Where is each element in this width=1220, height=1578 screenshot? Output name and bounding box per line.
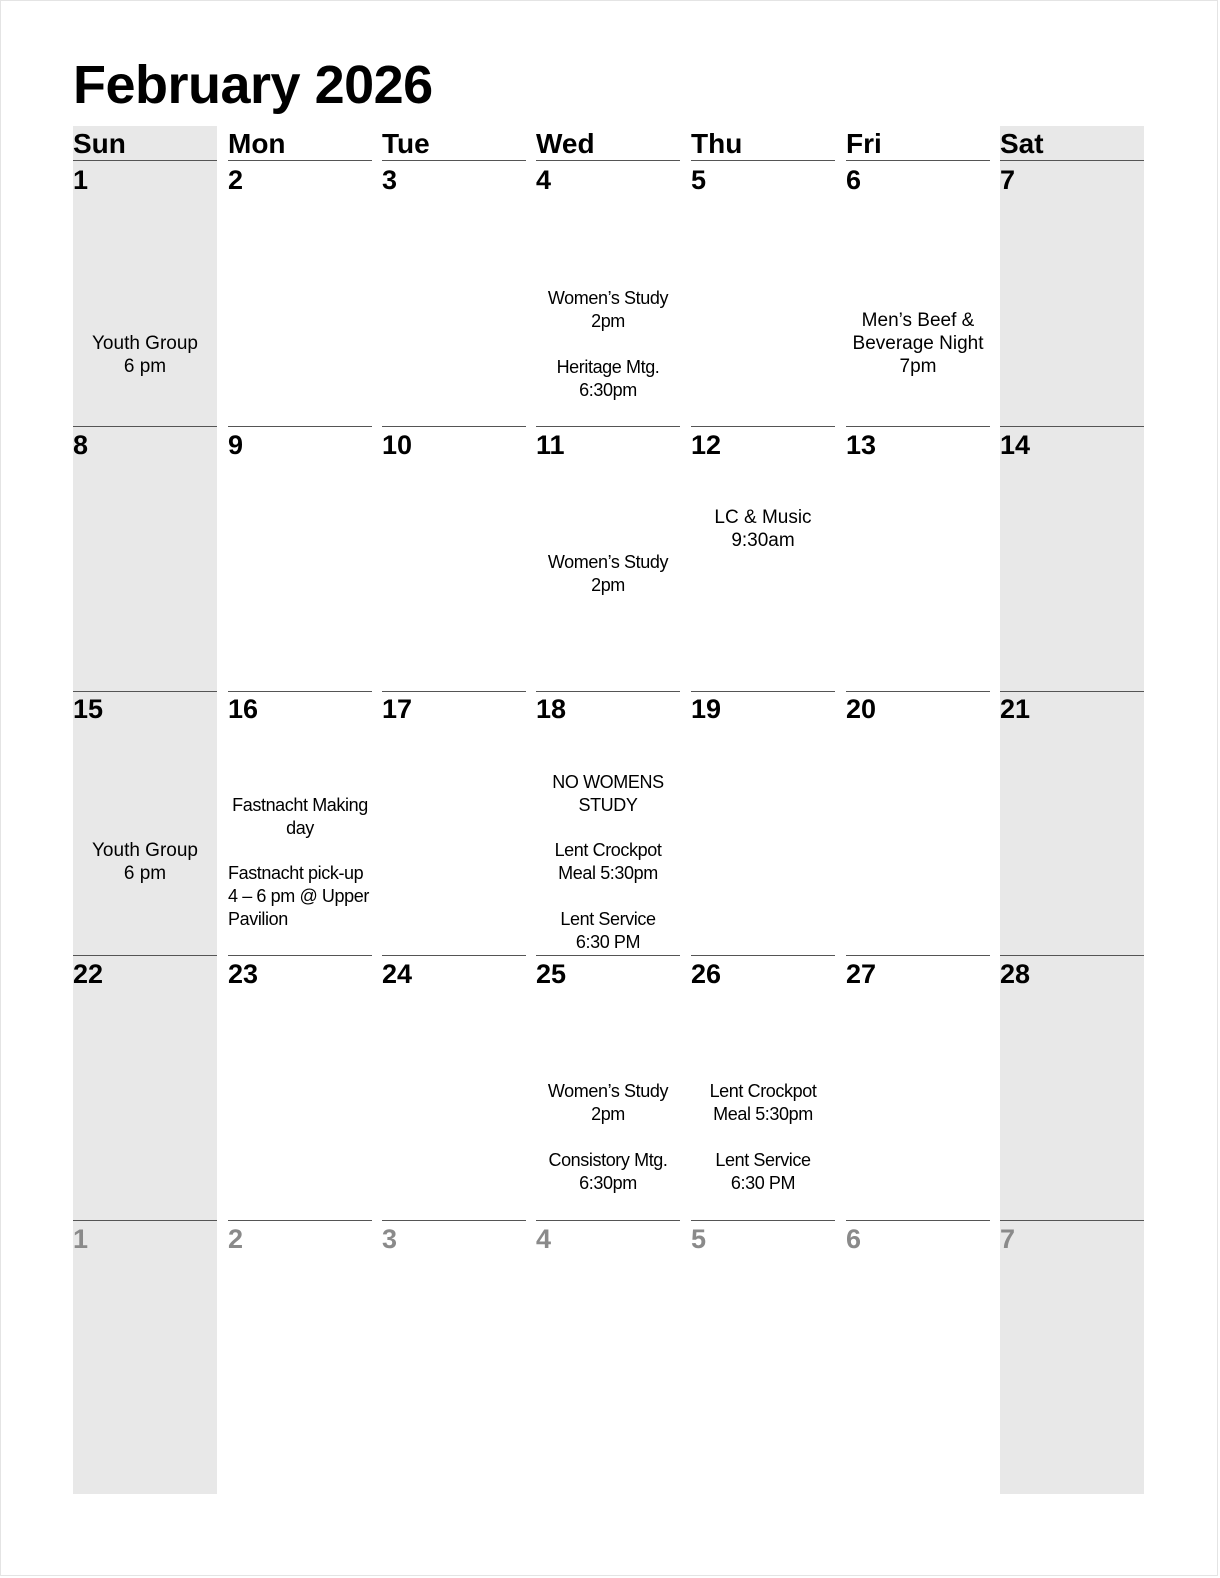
day-cell[interactable]: [1000, 161, 1144, 427]
weekday-label: Sat: [1000, 128, 1044, 159]
weekday-label: Thu: [691, 128, 743, 159]
event: Heritage Mtg. 6:30pm: [556, 357, 660, 400]
day-cell[interactable]: [73, 426, 217, 692]
event: Women’s Study 2pm: [547, 552, 669, 595]
day-number: 18: [536, 694, 567, 724]
day-cell[interactable]: [691, 690, 835, 956]
day-number: 21: [1000, 694, 1031, 724]
day-cell[interactable]: [73, 161, 217, 427]
weekday-label: Wed: [536, 128, 595, 159]
day-number: 17: [382, 694, 413, 724]
event: Lent Crockpot Meal 5:30pm: [554, 840, 662, 883]
event: Youth Group 6 pm: [92, 840, 198, 884]
weekday-header-thu: [691, 126, 835, 161]
event: Women’s Study 2pm: [547, 1081, 669, 1124]
event: LC & Music 9:30am: [714, 507, 812, 551]
day-number: 15: [73, 694, 104, 724]
day-number: 7: [1000, 165, 1016, 195]
weekday-header-wed: [536, 126, 680, 161]
day-number: 5: [691, 1224, 707, 1254]
day-number: 11: [536, 430, 565, 460]
event: Men’s Beef & Beverage Night 7pm: [852, 310, 984, 377]
event: Lent Service 6:30 PM: [715, 1150, 811, 1193]
day-number: 2: [228, 1224, 244, 1254]
weekday-label: Mon: [228, 128, 286, 159]
day-number: 8: [73, 430, 89, 460]
weekday-label: Tue: [382, 128, 430, 159]
day-number: 22: [73, 959, 104, 989]
day-number: 3: [382, 165, 398, 195]
event: Lent Service 6:30 PM: [560, 909, 656, 952]
day-cell[interactable]: [73, 690, 217, 956]
day-number: 13: [846, 430, 877, 460]
day-cell[interactable]: [382, 161, 526, 427]
day-number: 7: [1000, 1224, 1016, 1254]
event: Lent Crockpot Meal 5:30pm: [709, 1081, 817, 1124]
day-cell[interactable]: [1000, 426, 1144, 692]
day-cell[interactable]: [846, 426, 990, 692]
day-cell[interactable]: [691, 161, 835, 427]
day-cell[interactable]: [73, 955, 217, 1221]
weekday-header-mon: [228, 126, 372, 161]
day-cell[interactable]: [536, 690, 680, 956]
day-cell[interactable]: [1000, 690, 1144, 956]
weekday-header-sun: [73, 126, 217, 161]
day-number: 24: [382, 959, 413, 989]
day-cell-next-month[interactable]: [691, 1220, 835, 1486]
day-number: 12: [691, 430, 722, 460]
day-number: 4: [536, 165, 552, 195]
day-cell[interactable]: [382, 955, 526, 1221]
day-number: 6: [846, 1224, 862, 1254]
calendar-title: February 2026: [73, 55, 433, 115]
event: Youth Group 6 pm: [92, 333, 198, 377]
weekday-header-sat: [1000, 126, 1144, 161]
day-cell[interactable]: [228, 161, 372, 427]
day-number: 1: [73, 165, 89, 195]
day-number: 23: [228, 959, 259, 989]
day-number: 2: [228, 165, 244, 195]
day-number: 4: [536, 1224, 552, 1254]
day-number: 3: [382, 1224, 398, 1254]
day-cell[interactable]: [691, 955, 835, 1221]
day-cell-next-month[interactable]: [846, 1220, 990, 1486]
weekday-header-tue: [382, 126, 526, 161]
day-cell-next-month[interactable]: [73, 1220, 217, 1486]
day-cell[interactable]: [536, 426, 680, 692]
day-cell-next-month[interactable]: [1000, 1220, 1144, 1486]
weekday-header-fri: [846, 126, 990, 161]
day-cell[interactable]: [536, 955, 680, 1221]
day-cell-next-month[interactable]: [228, 1220, 372, 1486]
event: Fastnacht pick-up 4 – 6 pm @ Upper Pavilion: [228, 863, 369, 929]
day-cell[interactable]: [846, 955, 990, 1221]
day-cell[interactable]: [691, 426, 835, 692]
day-cell[interactable]: [846, 690, 990, 956]
event: Fastnacht Making day: [232, 795, 368, 838]
day-number: 26: [691, 959, 722, 989]
day-cell[interactable]: [382, 690, 526, 956]
day-number: 20: [846, 694, 877, 724]
day-cell-next-month[interactable]: [536, 1220, 680, 1486]
day-number: 28: [1000, 959, 1031, 989]
event: Consistory Mtg. 6:30pm: [548, 1150, 668, 1193]
day-cell[interactable]: [382, 426, 526, 692]
day-cell-next-month[interactable]: [382, 1220, 526, 1486]
day-cell[interactable]: [228, 690, 372, 956]
weekday-label: Fri: [846, 128, 882, 159]
day-cell[interactable]: [228, 955, 372, 1221]
day-number: 6: [846, 165, 862, 195]
day-cell[interactable]: [536, 161, 680, 427]
day-number: 1: [73, 1224, 89, 1254]
day-number: 27: [846, 959, 877, 989]
day-cell[interactable]: [1000, 955, 1144, 1221]
day-number: 14: [1000, 430, 1031, 460]
day-number: 19: [691, 694, 722, 724]
day-number: 10: [382, 430, 413, 460]
day-number: 16: [228, 694, 259, 724]
day-number: 5: [691, 165, 707, 195]
event: Women’s Study 2pm: [547, 288, 669, 331]
weekday-label: Sun: [73, 128, 126, 159]
day-cell[interactable]: [846, 161, 990, 427]
event: NO WOMENS STUDY: [552, 772, 664, 815]
day-number: 9: [228, 430, 244, 460]
day-cell[interactable]: [228, 426, 372, 692]
day-number: 25: [536, 959, 567, 989]
